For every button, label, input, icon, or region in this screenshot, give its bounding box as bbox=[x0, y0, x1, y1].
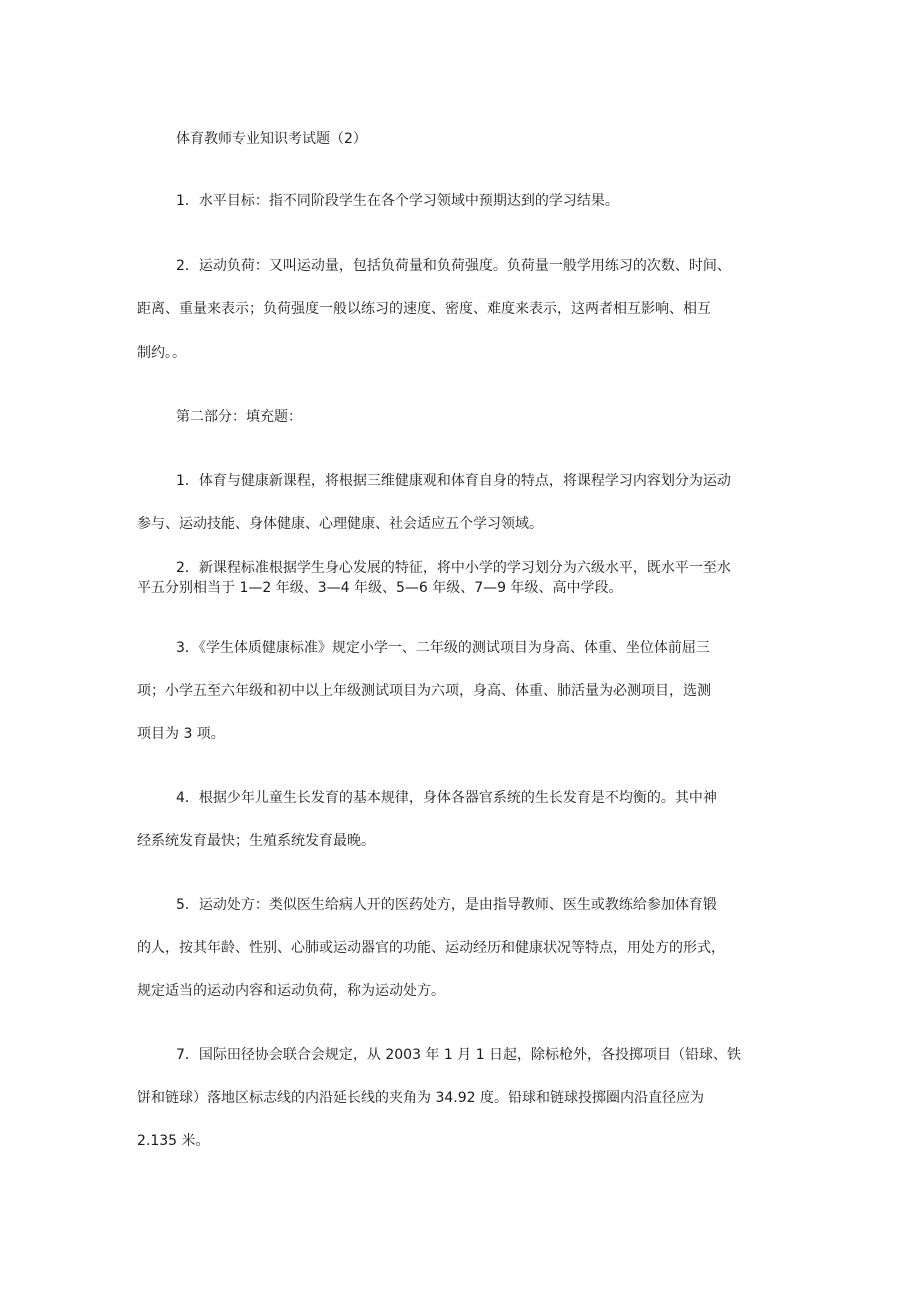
fill-in-item-2-line-2: 平五分别相当于 1—2 年级、3—4 年级、5—6 年级、7—9 年级、高中学段。 bbox=[137, 580, 623, 596]
fill-in-item-7-line-3: 2.135 米。 bbox=[137, 1133, 210, 1149]
definition-exercise-load-line-1: 2．运动负荷：又叫运动量，包括负荷量和负荷强度。负荷量一般学用练习的次数、时间、 bbox=[176, 258, 731, 274]
section-heading-fill-in: 第二部分：填充题： bbox=[176, 409, 302, 425]
fill-in-item-3-line-3: 项目为 3 项。 bbox=[137, 726, 225, 742]
fill-in-item-5-line-2: 的人，按其年龄、性别、心肺或运动器官的功能、运动经历和健康状况等特点，用处方的形式， bbox=[137, 940, 725, 956]
fill-in-item-2-line-1: 2．新课程标准根据学生身心发展的特征，将中小学的学习划分为六级水平，既水平一至水 bbox=[176, 560, 731, 576]
fill-in-item-1-line-2: 参与、运动技能、身体健康、心理健康、社会适应五个学习领域。 bbox=[137, 516, 543, 532]
fill-in-item-5-line-3: 规定适当的运动内容和运动负荷，称为运动处方。 bbox=[137, 983, 445, 999]
fill-in-item-3-line-1: 3．《学生体质健康标准》规定小学一、二年级的测试项目为身高、体重、坐位体前屈三 bbox=[176, 640, 710, 656]
fill-in-item-3-line-2: 项；小学五至六年级和初中以上年级测试项目为六项，身高、体重、肺活量为必测项目，选测 bbox=[137, 683, 711, 699]
fill-in-item-4-line-2: 经系统发育最快；生殖系统发育最晚。 bbox=[137, 833, 375, 849]
fill-in-item-7-line-2: 饼和链球）落地区标志线的内沿延长线的夹角为 34.92 度。铅球和链球投掷圈内沿直径应为 bbox=[137, 1090, 704, 1106]
fill-in-item-5-line-1: 5．运动处方：类似医生给病人开的医药处方，是由指导教师、医生或教练给参加体育锻 bbox=[176, 897, 717, 913]
fill-in-item-4-line-1: 4．根据少年儿童生长发育的基本规律，身体各器官系统的生长发育是不均衡的。其中神 bbox=[176, 790, 717, 806]
document-title: 体育教师专业知识考试题（2） bbox=[176, 131, 367, 147]
fill-in-item-7-line-1: 7．国际田径协会联合会规定，从 2003 年 1 月 1 日起，除标枪外，各投掷项目（铅球、铁 bbox=[176, 1047, 742, 1063]
definition-exercise-load-line-2: 距离、重量来表示；负荷强度一般以练习的速度、密度、难度来表示，这两者相互影响、相互 bbox=[137, 301, 711, 317]
fill-in-item-1-line-1: 1．体育与健康新课程，将根据三维健康观和体育自身的特点，将课程学习内容划分为运动 bbox=[176, 473, 731, 489]
definition-exercise-load-line-3: 制约。。 bbox=[137, 345, 186, 361]
definition-horizontal-goal: 1．水平目标：指不同阶段学生在各个学习领域中预期达到的学习结果。 bbox=[176, 193, 619, 209]
